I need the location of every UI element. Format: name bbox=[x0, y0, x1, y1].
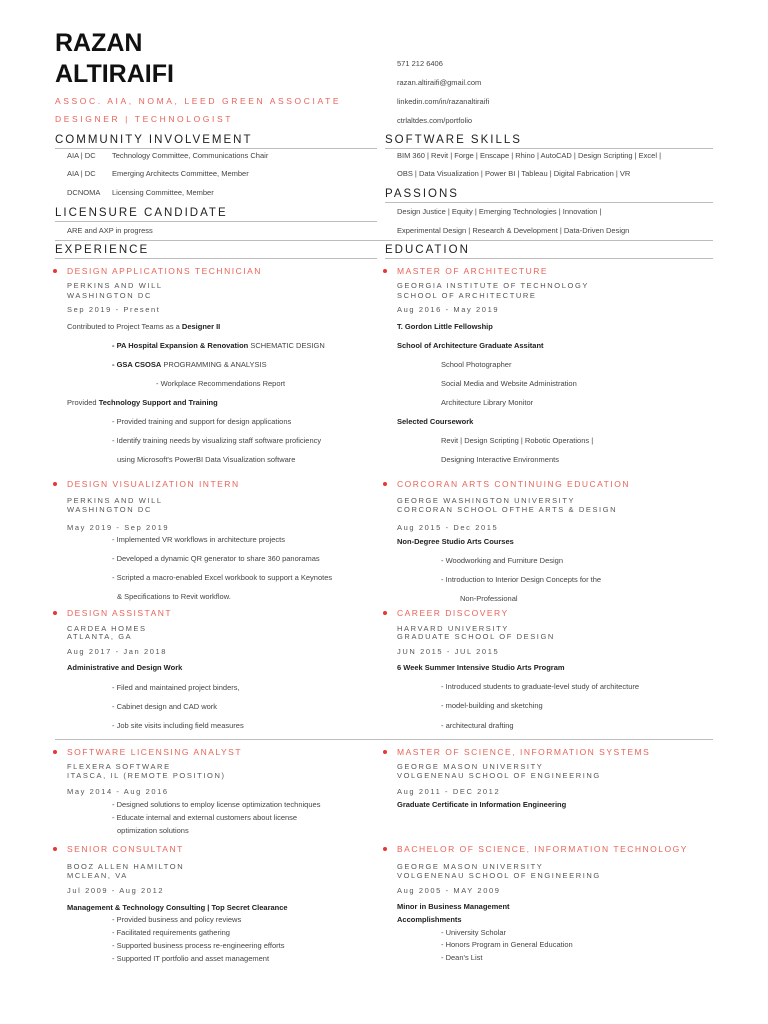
community-heading: COMMUNITY INVOLVEMENT bbox=[55, 134, 253, 146]
divider bbox=[55, 148, 377, 149]
job-detail: optimization solutions bbox=[117, 826, 189, 835]
edu-detail: - University Scholar bbox=[441, 928, 507, 937]
job-detail: - Scripted a macro-enabled Excel workbook to support a Keynotes bbox=[112, 573, 333, 582]
degree-title: CORCORAN ARTS CONTINUING EDUCATION bbox=[397, 479, 630, 489]
school-name: GEORGE WASHINGTON UNIVERSITY bbox=[397, 496, 576, 505]
school-dept: GRADUATE SCHOOL OF DESIGN bbox=[397, 632, 555, 641]
timeline-dot bbox=[53, 482, 57, 486]
job-location: ITASCA, IL (REMOTE POSITION) bbox=[67, 771, 226, 780]
school-name: GEORGE MASON UNIVERSITY bbox=[397, 862, 544, 871]
community-org: AIA | DC bbox=[67, 169, 96, 178]
edu-detail: Architecture Library Monitor bbox=[441, 398, 534, 407]
edu-detail: - model-building and sketching bbox=[441, 701, 543, 710]
timeline-dot bbox=[383, 847, 387, 851]
job-detail: Administrative and Design Work bbox=[67, 663, 183, 672]
phone: 571 212 6406 bbox=[397, 59, 443, 68]
edu-dates: Aug 2011 - DEC 2012 bbox=[397, 787, 501, 796]
job-location: MCLEAN, VA bbox=[67, 871, 128, 880]
job-detail: - Developed a dynamic QR generator to share 360 panoramas bbox=[112, 554, 320, 563]
name-first: RAZAN bbox=[55, 29, 143, 57]
edu-detail: Revit | Design Scripting | Robotic Operations | bbox=[441, 436, 594, 445]
job-detail: & Specifications to Revit workflow. bbox=[117, 592, 231, 601]
job-title: SENIOR CONSULTANT bbox=[67, 844, 184, 854]
edu-detail: Non-Degree Studio Arts Courses bbox=[397, 537, 514, 546]
job-detail: - GSA CSOSA PROGRAMMING & ANALYSIS bbox=[112, 360, 267, 369]
job-title: DESIGN ASSISTANT bbox=[67, 608, 173, 618]
job-dates: Sep 2019 - Present bbox=[67, 305, 161, 314]
divider bbox=[385, 202, 713, 203]
edu-detail: Selected Coursework bbox=[397, 417, 474, 426]
edu-detail: School of Architecture Graduate Assitant bbox=[397, 341, 544, 350]
edu-detail: T. Gordon Little Fellowship bbox=[397, 322, 493, 331]
timeline-dot bbox=[383, 750, 387, 754]
job-company: PERKINS AND WILL bbox=[67, 496, 163, 505]
job-company: FLEXERA SOFTWARE bbox=[67, 762, 171, 771]
job-location: WASHINGTON DC bbox=[67, 505, 152, 514]
timeline-dot bbox=[53, 269, 57, 273]
job-title: SOFTWARE LICENSING ANALYST bbox=[67, 747, 243, 757]
job-title: DESIGN VISUALIZATION INTERN bbox=[67, 479, 240, 489]
email-link[interactable]: razan.altiraifi@gmail.com bbox=[397, 78, 482, 87]
edu-detail: Graduate Certificate in Information Engineering bbox=[397, 800, 567, 809]
timeline-dot bbox=[53, 750, 57, 754]
licensure-text: ARE and AXP in progress bbox=[67, 226, 153, 235]
job-detail: - Supported business process re-engineering efforts bbox=[112, 941, 285, 950]
job-detail: Provided Technology Support and Training bbox=[67, 398, 218, 407]
edu-dates: JUN 2015 - JUL 2015 bbox=[397, 647, 500, 656]
edu-dates: Aug 2016 - May 2019 bbox=[397, 305, 500, 314]
job-detail: - PA Hospital Expansion & Renovation SCHEMATIC DESIGN bbox=[112, 341, 325, 350]
school-name: HARVARD UNIVERSITY bbox=[397, 624, 509, 633]
edu-detail: Designing Interactive Environments bbox=[441, 455, 559, 464]
role-tagline: DESIGNER | TECHNOLOGIST bbox=[55, 114, 234, 124]
edu-detail: Social Media and Website Administration bbox=[441, 379, 577, 388]
community-org: DCNOMA bbox=[67, 188, 101, 197]
job-detail: - Job site visits including field measures bbox=[112, 721, 244, 730]
experience-heading: EXPERIENCE bbox=[55, 244, 150, 256]
job-title: DESIGN APPLICATIONS TECHNICIAN bbox=[67, 266, 262, 276]
edu-detail: - Honors Program in General Education bbox=[441, 940, 573, 949]
job-detail: - Provided training and support for design applications bbox=[112, 417, 292, 426]
job-dates: May 2019 - Sep 2019 bbox=[67, 523, 170, 532]
school-dept: CORCORAN SCHOOL OFTHE ARTS & DESIGN bbox=[397, 505, 618, 514]
name-last: ALTIRAIFI bbox=[55, 60, 174, 88]
divider bbox=[385, 258, 713, 259]
job-dates: Jul 2009 - Aug 2012 bbox=[67, 886, 165, 895]
passions-heading: PASSIONS bbox=[385, 188, 459, 200]
edu-dates: Aug 2005 - MAY 2009 bbox=[397, 886, 501, 895]
school-name: GEORGE MASON UNIVERSITY bbox=[397, 762, 544, 771]
school-dept: VOLGENENAU SCHOOL OF ENGINEERING bbox=[397, 871, 601, 880]
edu-detail: - Dean's List bbox=[441, 953, 483, 962]
licensure-heading: LICENSURE CANDIDATE bbox=[55, 207, 228, 219]
job-detail: using Microsoft's PowerBI Data Visualization software bbox=[117, 455, 296, 464]
passions-line: Design Justice | Equity | Emerging Technologies | Innovation | bbox=[397, 207, 602, 216]
credentials-tagline: ASSOC. AIA, NOMA, LEED GREEN ASSOCIATE bbox=[55, 96, 342, 106]
linkedin-link[interactable]: linkedin.com/in/razanaltiraifi bbox=[397, 97, 490, 106]
degree-title: MASTER OF SCIENCE, INFORMATION SYSTEMS bbox=[397, 747, 651, 757]
divider bbox=[385, 148, 713, 149]
edu-detail: - architectural drafting bbox=[441, 721, 514, 730]
job-detail: - Provided business and policy reviews bbox=[112, 915, 242, 924]
education-heading: EDUCATION bbox=[385, 244, 470, 256]
community-desc: Technology Committee, Communications Chair bbox=[112, 151, 269, 160]
timeline-dot bbox=[383, 269, 387, 273]
timeline-dot bbox=[53, 611, 57, 615]
job-company: CARDEA HOMES bbox=[67, 624, 147, 633]
edu-detail: Non-Professional bbox=[460, 594, 518, 603]
edu-detail: - Introduced students to graduate-level study of architecture bbox=[441, 682, 640, 691]
job-detail: - Implemented VR workflows in architecture projects bbox=[112, 535, 285, 544]
edu-detail: - Introduction to Interior Design Concepts for the bbox=[441, 575, 602, 584]
edu-detail: School Photographer bbox=[441, 360, 512, 369]
job-dates: Aug 2017 - Jan 2018 bbox=[67, 647, 168, 656]
divider bbox=[55, 258, 377, 259]
edu-detail: Accomplishments bbox=[397, 915, 462, 924]
community-org: AIA | DC bbox=[67, 151, 96, 160]
job-dates: May 2014 - Aug 2016 bbox=[67, 787, 169, 796]
community-desc: Licensing Committee, Member bbox=[112, 188, 214, 197]
software-heading: SOFTWARE SKILLS bbox=[385, 134, 522, 146]
job-detail: - Workplace Recommendations Report bbox=[156, 379, 286, 388]
job-detail: - Identify training needs by visualizing staff software proficiency bbox=[112, 436, 322, 445]
job-company: PERKINS AND WILL bbox=[67, 281, 163, 290]
degree-title: CAREER DISCOVERY bbox=[397, 608, 509, 618]
divider bbox=[55, 739, 713, 740]
job-detail: - Facilitated requirements gathering bbox=[112, 928, 230, 937]
community-desc: Emerging Architects Committee, Member bbox=[112, 169, 249, 178]
timeline-dot bbox=[383, 611, 387, 615]
divider bbox=[55, 240, 713, 241]
job-detail: Management & Technology Consulting | Top Secret Clearance bbox=[67, 903, 288, 912]
job-detail: - Educate internal and external customers about license bbox=[112, 813, 298, 822]
divider bbox=[55, 221, 377, 222]
job-detail: - Cabinet design and CAD work bbox=[112, 702, 218, 711]
job-location: WASHINGTON DC bbox=[67, 291, 152, 300]
edu-detail: 6 Week Summer Intensive Studio Arts Program bbox=[397, 663, 565, 672]
passions-line: Experimental Design | Research & Development | Data-Driven Design bbox=[397, 226, 630, 235]
school-name: GEORGIA INSTITUTE OF TECHNOLOGY bbox=[397, 281, 589, 290]
job-detail: - Supported IT portfolio and asset management bbox=[112, 954, 270, 963]
job-detail: - Filed and maintained project binders, bbox=[112, 683, 240, 692]
school-dept: VOLGENENAU SCHOOL OF ENGINEERING bbox=[397, 771, 601, 780]
timeline-dot bbox=[53, 847, 57, 851]
software-line: OBS | Data Visualization | Power BI | Tableau | Digital Fabrication | VR bbox=[397, 169, 631, 178]
job-location: ATLANTA, GA bbox=[67, 632, 133, 641]
job-company: BOOZ ALLEN HAMILTON bbox=[67, 862, 185, 871]
edu-detail: Minor in Business Management bbox=[397, 902, 510, 911]
degree-title: MASTER OF ARCHITECTURE bbox=[397, 266, 549, 276]
software-line: BIM 360 | Revit | Forge | Enscape | Rhino | AutoCAD | Design Scripting | Excel | bbox=[397, 151, 662, 160]
edu-detail: - Woodworking and Furniture Design bbox=[441, 556, 564, 565]
degree-title: BACHELOR OF SCIENCE, INFORMATION TECHNOLOGY bbox=[397, 844, 688, 854]
timeline-dot bbox=[383, 482, 387, 486]
job-detail: - Designed solutions to employ license optimization techniques bbox=[112, 800, 321, 809]
job-detail: Contributed to Project Teams as a Designer II bbox=[67, 322, 221, 331]
edu-dates: Aug 2015 - Dec 2015 bbox=[397, 523, 499, 532]
portfolio-link[interactable]: ctrlaltdes.com/portfolio bbox=[397, 116, 473, 125]
school-dept: SCHOOL OF ARCHITECTURE bbox=[397, 291, 537, 300]
